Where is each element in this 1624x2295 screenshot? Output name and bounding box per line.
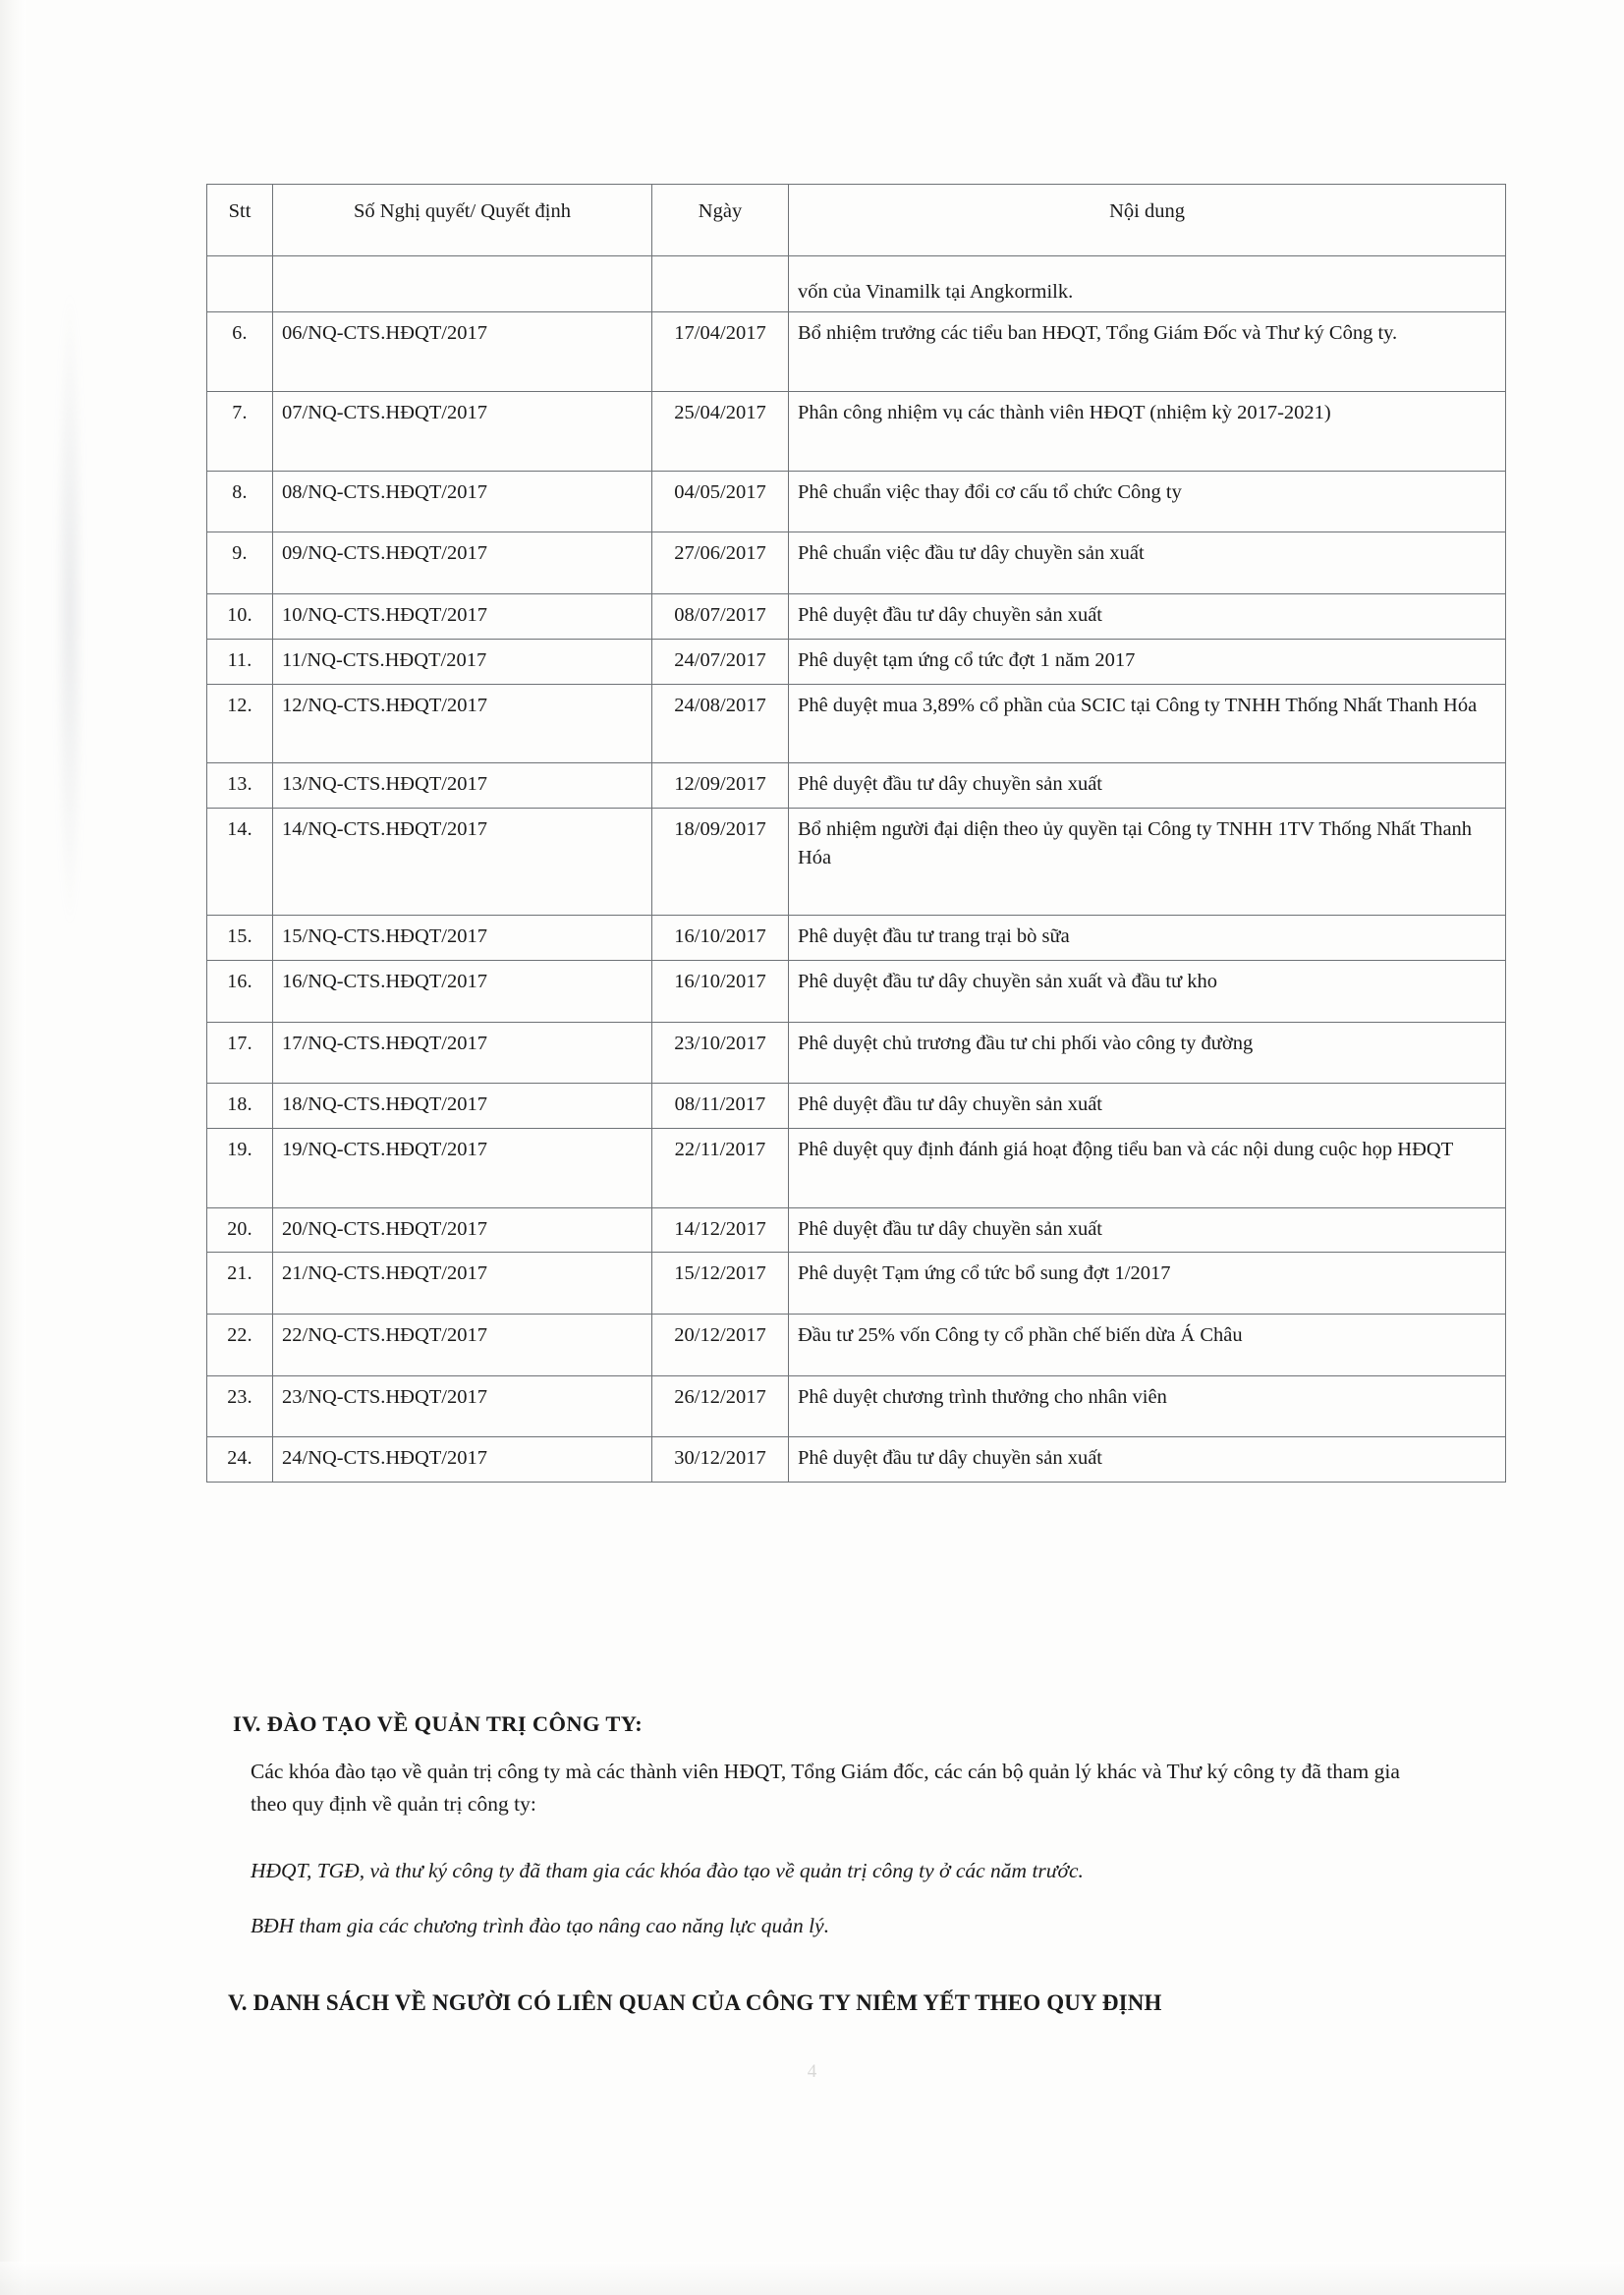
cell-date: 24/07/2017 xyxy=(652,639,789,684)
cell-stt: 8. xyxy=(207,471,273,532)
cell-resolution-no: 24/NQ-CTS.HĐQT/2017 xyxy=(273,1437,652,1483)
cell-content: Phê duyệt đầu tư dây chuyền sản xuất xyxy=(789,1207,1506,1253)
cell-content: Phê duyệt mua 3,89% cổ phần của SCIC tại Công ty TNHH Thống Nhất Thanh Hóa xyxy=(789,684,1506,763)
cell-stt: 11. xyxy=(207,639,273,684)
cell-content: Phê duyệt Tạm ứng cổ tức bổ sung đợt 1/2017 xyxy=(789,1253,1506,1315)
scan-blotch-artifact xyxy=(55,295,84,924)
cell-date: 08/11/2017 xyxy=(652,1084,789,1129)
table-row xyxy=(207,916,1506,961)
cell-stt xyxy=(207,255,273,312)
cell-resolution-no: 06/NQ-CTS.HĐQT/2017 xyxy=(273,312,652,392)
cell-stt: 9. xyxy=(207,532,273,594)
cell-resolution-no: 15/NQ-CTS.HĐQT/2017 xyxy=(273,916,652,961)
cell-content: Phê duyệt đầu tư dây chuyền sản xuất xyxy=(789,1437,1506,1483)
cell-resolution-no: 23/NQ-CTS.HĐQT/2017 xyxy=(273,1375,652,1437)
cell-resolution-no: 17/NQ-CTS.HĐQT/2017 xyxy=(273,1022,652,1084)
cell-stt: 13. xyxy=(207,763,273,809)
cell-date: 30/12/2017 xyxy=(652,1437,789,1483)
cell-date: 20/12/2017 xyxy=(652,1315,789,1376)
cell-content: Phê chuẩn việc thay đổi cơ cấu tổ chức Công ty xyxy=(789,471,1506,532)
cell-date: 22/11/2017 xyxy=(652,1129,789,1208)
cell-stt: 24. xyxy=(207,1437,273,1483)
cell-content: Phân công nhiệm vụ các thành viên HĐQT (nhiệm kỳ 2017-2021) xyxy=(789,392,1506,472)
cell-stt: 14. xyxy=(207,808,273,915)
table-row xyxy=(207,532,1506,594)
cell-stt: 20. xyxy=(207,1207,273,1253)
cell-stt: 22. xyxy=(207,1315,273,1376)
cell-date: 18/09/2017 xyxy=(652,808,789,915)
cell-date xyxy=(652,255,789,312)
cell-content: Phê duyệt đầu tư dây chuyền sản xuất xyxy=(789,763,1506,809)
cell-resolution-no: 13/NQ-CTS.HĐQT/2017 xyxy=(273,763,652,809)
cell-stt: 23. xyxy=(207,1375,273,1437)
cell-content: Phê duyệt đầu tư dây chuyền sản xuất và đầu tư kho xyxy=(789,960,1506,1022)
cell-content: Phê duyệt tạm ứng cổ tức đợt 1 năm 2017 xyxy=(789,639,1506,684)
cell-content: Phê chuẩn việc đầu tư dây chuyền sản xuất xyxy=(789,532,1506,594)
cell-resolution-no: 12/NQ-CTS.HĐQT/2017 xyxy=(273,684,652,763)
table-row xyxy=(207,960,1506,1022)
cell-content: vốn của Vinamilk tại Angkormilk. xyxy=(789,255,1506,312)
cell-date: 23/10/2017 xyxy=(652,1022,789,1084)
cell-content: Phê duyệt chủ trương đầu tư chi phối vào công ty đường xyxy=(789,1022,1506,1084)
cell-resolution-no: 16/NQ-CTS.HĐQT/2017 xyxy=(273,960,652,1022)
cell-stt: 15. xyxy=(207,916,273,961)
cell-date: 25/04/2017 xyxy=(652,392,789,472)
cell-resolution-no: 08/NQ-CTS.HĐQT/2017 xyxy=(273,471,652,532)
page-number: 4 xyxy=(807,2061,817,2082)
cell-content: Đầu tư 25% vốn Công ty cổ phần chế biến dừa Á Châu xyxy=(789,1315,1506,1376)
table-row xyxy=(207,1129,1506,1208)
scan-edge-artifact-left xyxy=(0,0,26,2295)
cell-date: 26/12/2017 xyxy=(652,1375,789,1437)
table-row xyxy=(207,808,1506,915)
table-body xyxy=(207,255,1506,1482)
cell-date: 27/06/2017 xyxy=(652,532,789,594)
table-row xyxy=(207,639,1506,684)
table-row xyxy=(207,594,1506,640)
cell-date: 17/04/2017 xyxy=(652,312,789,392)
table-row xyxy=(207,1022,1506,1084)
column-header-content: Nội dung xyxy=(789,185,1506,256)
cell-resolution-no: 10/NQ-CTS.HĐQT/2017 xyxy=(273,594,652,640)
cell-content: Bổ nhiệm người đại diện theo ủy quyền tại Công ty TNHH 1TV Thống Nhất Thanh Hóa xyxy=(789,808,1506,915)
scan-edge-artifact-bottom xyxy=(0,2262,1624,2295)
cell-content: Phê duyệt đầu tư trang trại bò sữa xyxy=(789,916,1506,961)
column-header-resolution-no: Số Nghị quyết/ Quyết định xyxy=(273,185,652,256)
cell-resolution-no: 09/NQ-CTS.HĐQT/2017 xyxy=(273,532,652,594)
table-row xyxy=(207,312,1506,392)
section-four-paragraph: Các khóa đào tạo về quản trị công ty mà các thành viên HĐQT, Tổng Giám đốc, các cán bộ quản lý khác và Thư ký công ty đã tham gia theo quy định về quản trị công ty: xyxy=(251,1760,1400,1816)
cell-resolution-no: 07/NQ-CTS.HĐQT/2017 xyxy=(273,392,652,472)
column-header-stt: Stt xyxy=(207,185,273,256)
cell-stt: 10. xyxy=(207,594,273,640)
table-row xyxy=(207,471,1506,532)
cell-stt: 7. xyxy=(207,392,273,472)
table-row xyxy=(207,1253,1506,1315)
table-row xyxy=(207,763,1506,809)
cell-resolution-no: 21/NQ-CTS.HĐQT/2017 xyxy=(273,1253,652,1315)
cell-stt: 6. xyxy=(207,312,273,392)
cell-date: 16/10/2017 xyxy=(652,960,789,1022)
cell-content: Phê duyệt quy định đánh giá hoạt động tiểu ban và các nội dung cuộc họp HĐQT xyxy=(789,1129,1506,1208)
cell-content: Bổ nhiệm trưởng các tiểu ban HĐQT, Tổng Giám Đốc và Thư ký Công ty. xyxy=(789,312,1506,392)
cell-stt: 16. xyxy=(207,960,273,1022)
cell-date: 12/09/2017 xyxy=(652,763,789,809)
cell-stt: 18. xyxy=(207,1084,273,1129)
cell-stt: 12. xyxy=(207,684,273,763)
table-header-row xyxy=(207,185,1506,256)
table-row-continuation xyxy=(207,255,1506,312)
cell-date: 16/10/2017 xyxy=(652,916,789,961)
section-four-note-two: BĐH tham gia các chương trình đào tạo nâng cao năng lực quản lý. xyxy=(251,1914,830,1937)
section-five-heading: V. DANH SÁCH VỀ NGƯỜI CÓ LIÊN QUAN CỦA CÔNG TY NIÊM YẾT THEO QUY ĐỊNH xyxy=(228,1990,1162,2015)
cell-stt: 17. xyxy=(207,1022,273,1084)
table-row xyxy=(207,1437,1506,1483)
table-row xyxy=(207,1375,1506,1437)
cell-stt: 21. xyxy=(207,1253,273,1315)
table-row xyxy=(207,684,1506,763)
cell-date: 14/12/2017 xyxy=(652,1207,789,1253)
cell-resolution-no: 11/NQ-CTS.HĐQT/2017 xyxy=(273,639,652,684)
cell-resolution-no: 18/NQ-CTS.HĐQT/2017 xyxy=(273,1084,652,1129)
cell-resolution-no: 19/NQ-CTS.HĐQT/2017 xyxy=(273,1129,652,1208)
cell-resolution-no: 20/NQ-CTS.HĐQT/2017 xyxy=(273,1207,652,1253)
table-row xyxy=(207,392,1506,472)
cell-resolution-no: 14/NQ-CTS.HĐQT/2017 xyxy=(273,808,652,915)
table-row xyxy=(207,1315,1506,1376)
cell-date: 15/12/2017 xyxy=(652,1253,789,1315)
cell-date: 08/07/2017 xyxy=(652,594,789,640)
table-row xyxy=(207,1084,1506,1129)
cell-resolution-no: 22/NQ-CTS.HĐQT/2017 xyxy=(273,1315,652,1376)
cell-content: Phê duyệt đầu tư dây chuyền sản xuất xyxy=(789,594,1506,640)
column-header-date: Ngày xyxy=(652,185,789,256)
cell-content: Phê duyệt chương trình thưởng cho nhân viên xyxy=(789,1375,1506,1437)
table-row xyxy=(207,1207,1506,1253)
cell-resolution-no xyxy=(273,255,652,312)
cell-date: 04/05/2017 xyxy=(652,471,789,532)
table-header xyxy=(207,185,1506,256)
section-four-heading: IV. ĐÀO TẠO VỀ QUẢN TRỊ CÔNG TY: xyxy=(233,1711,644,1736)
resolutions-table xyxy=(206,184,1506,1483)
cell-content: Phê duyệt đầu tư dây chuyền sản xuất xyxy=(789,1084,1506,1129)
cell-date: 24/08/2017 xyxy=(652,684,789,763)
cell-stt: 19. xyxy=(207,1129,273,1208)
section-four-note-one: HĐQT, TGĐ, và thư ký công ty đã tham gia các khóa đào tạo về quản trị công ty ở các năm trước. xyxy=(251,1859,1084,1882)
